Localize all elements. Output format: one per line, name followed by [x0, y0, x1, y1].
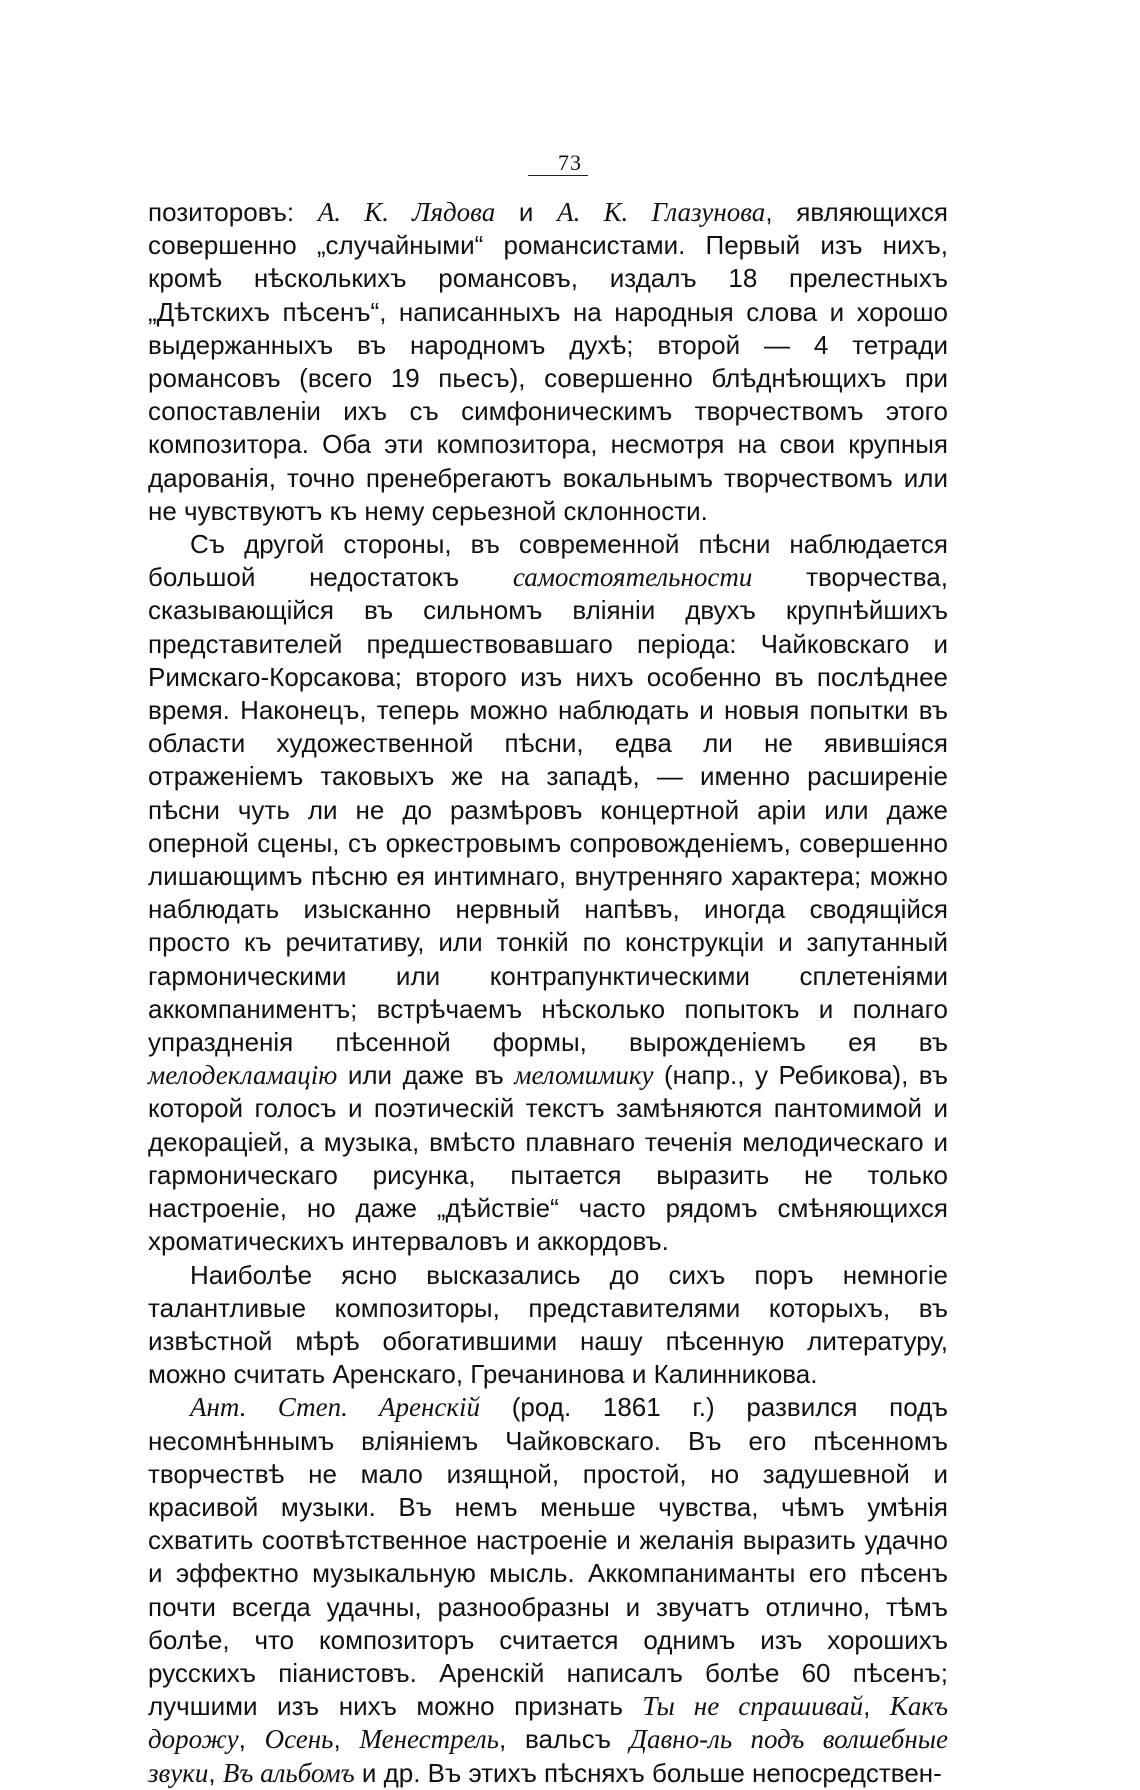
text-run: позиторовъ: — [148, 197, 318, 227]
page-number: 73 — [558, 150, 582, 175]
text-run: Наиболѣе ясно высказались до сихъ поръ немногіе талантливые композиторы, представителями которыхъ, въ извѣстной мѣрѣ обогатившими нашу пѣсенную литературу, можно считать Аренскаго, Гречанинова и Калинникова. — [148, 1259, 948, 1390]
text-run: , — [333, 1724, 360, 1755]
paragraph-arensky — [148, 1391, 948, 1789]
text-run: , — [863, 1691, 890, 1722]
composer-name-arensky: Ант. Степ. Аренскій — [190, 1392, 481, 1423]
text-run: , являющихся совершенно „случайными“ романсистами. Первый изъ нихъ, кромѣ нѣсколькихъ романсовъ, издалъ 18 прелестныхъ „Дѣтскихъ пѣсенъ“, написанныхъ на народныя слова и хорошо выдержанныхъ въ народномъ духѣ; второй — 4 тетради романсовъ (всего 19 пьесъ), совершенно блѣднѣющихъ при сопоставленіи ихъ съ симфоническимъ творчествомъ этого композитора. Оба эти композитора, несмотря на свои крупныя дарованія, точно пренебрегаютъ вокальнымъ творчествомъ или не чувствуютъ къ нему серьезной склонности. — [148, 197, 948, 526]
song-title: Менестрель — [359, 1724, 499, 1755]
paragraph-continuation — [148, 196, 948, 528]
text-run: (напр., у Ребикова), въ которой голосъ и поэтическій текстъ замѣняются пантомимой и декораціей, а музыка, вмѣсто плавнаго теченія мелодическаго и гармоническаго рисунка, пытается выразить не только настроеніе, но даже „дѣйствіе“ часто рядомъ смѣняющихся хроматическихъ интерваловъ и аккордовъ. — [148, 1060, 949, 1257]
song-title: Давно-ль подъ волшебные звуки — [148, 1724, 948, 1788]
text-run: (род. 1861 г.) развился подъ несомнѣннымъ вліяніемъ Чайковскаго. Въ его пѣсенномъ творчествѣ не мало изящной, простой, но задушевной и красивой музыки. Въ немъ меньше чувства, чѣмъ умѣнія схватить соотвѣтственное настроеніе и желанія выразить удачно и эффектно музыкальную мысль. Аккомпаниманты его пѣсенъ почти всегда удачны, разнообразны и звучатъ отлично, тѣмъ болѣе, что композиторъ считается однимъ изъ хорошихъ русскихъ піанистовъ. Аренскій написалъ болѣе 60 пѣсенъ; лучшими изъ нихъ можно признать — [148, 1392, 948, 1722]
emphasis-term: меломимику — [514, 1060, 654, 1091]
paragraph-talented-composers — [148, 1259, 948, 1392]
text-run: , — [238, 1724, 265, 1755]
text-run: творчества, сказывающійся въ сильномъ вліяніи двухъ крупнѣйшихъ представителей предшествовавшаго періода: Чайковскаго и Римскаго-Корсакова; второго изъ нихъ особенно въ послѣднее время. Наконецъ, теперь можно наблюдать и новыя попытки въ области художественной пѣсни, едва ли не явившіяся отраженіемъ таковыхъ же на западѣ, — именно расширеніе пѣсни чуть ли не до размѣровъ концертной аріи или даже оперной сцены, съ оркестровымъ сопровожденіемъ, совершенно лишающимъ пѣсню ея интимнаго, внутренняго характера; можно наблюдать изысканно нервный напѣвъ, иногда сводящійся просто къ речитативу, или тонкій по конструкціи и запутанный гармоническими или контрапунктическими сплетеніями аккомпаниментъ; встрѣчаемъ нѣсколько попытокъ и полнаго упраздненія пѣсенной формы, вырожденіемъ ея въ — [148, 562, 948, 1058]
song-title: Осень — [264, 1724, 334, 1755]
song-title: Въ альбомъ — [222, 1757, 355, 1788]
composer-name-lyadov: А. К. Лядова — [317, 197, 496, 227]
emphasis-term: мелодекламацію — [148, 1060, 338, 1091]
composer-name-glazunov: А. К. Глазунова — [557, 197, 766, 227]
emphasis-term: самостоятельности — [512, 562, 753, 593]
song-title: Какъ дорожу — [148, 1691, 948, 1755]
text-run: и др. Въ этихъ пѣсняхъ больше непосредствен- — [354, 1757, 942, 1788]
text-run: , — [208, 1757, 223, 1788]
page-body-text — [148, 196, 948, 1790]
song-title: Ты не спрашивай — [642, 1691, 864, 1722]
paragraph-modern-song — [148, 528, 948, 1258]
page-number-underline — [528, 175, 588, 176]
text-run: и — [495, 197, 558, 227]
text-run: , вальсъ — [498, 1724, 630, 1755]
text-run: Съ другой стороны, въ современной пѣсни наблюдается большой недостатокъ — [148, 529, 948, 593]
text-run: или даже въ — [337, 1060, 515, 1091]
